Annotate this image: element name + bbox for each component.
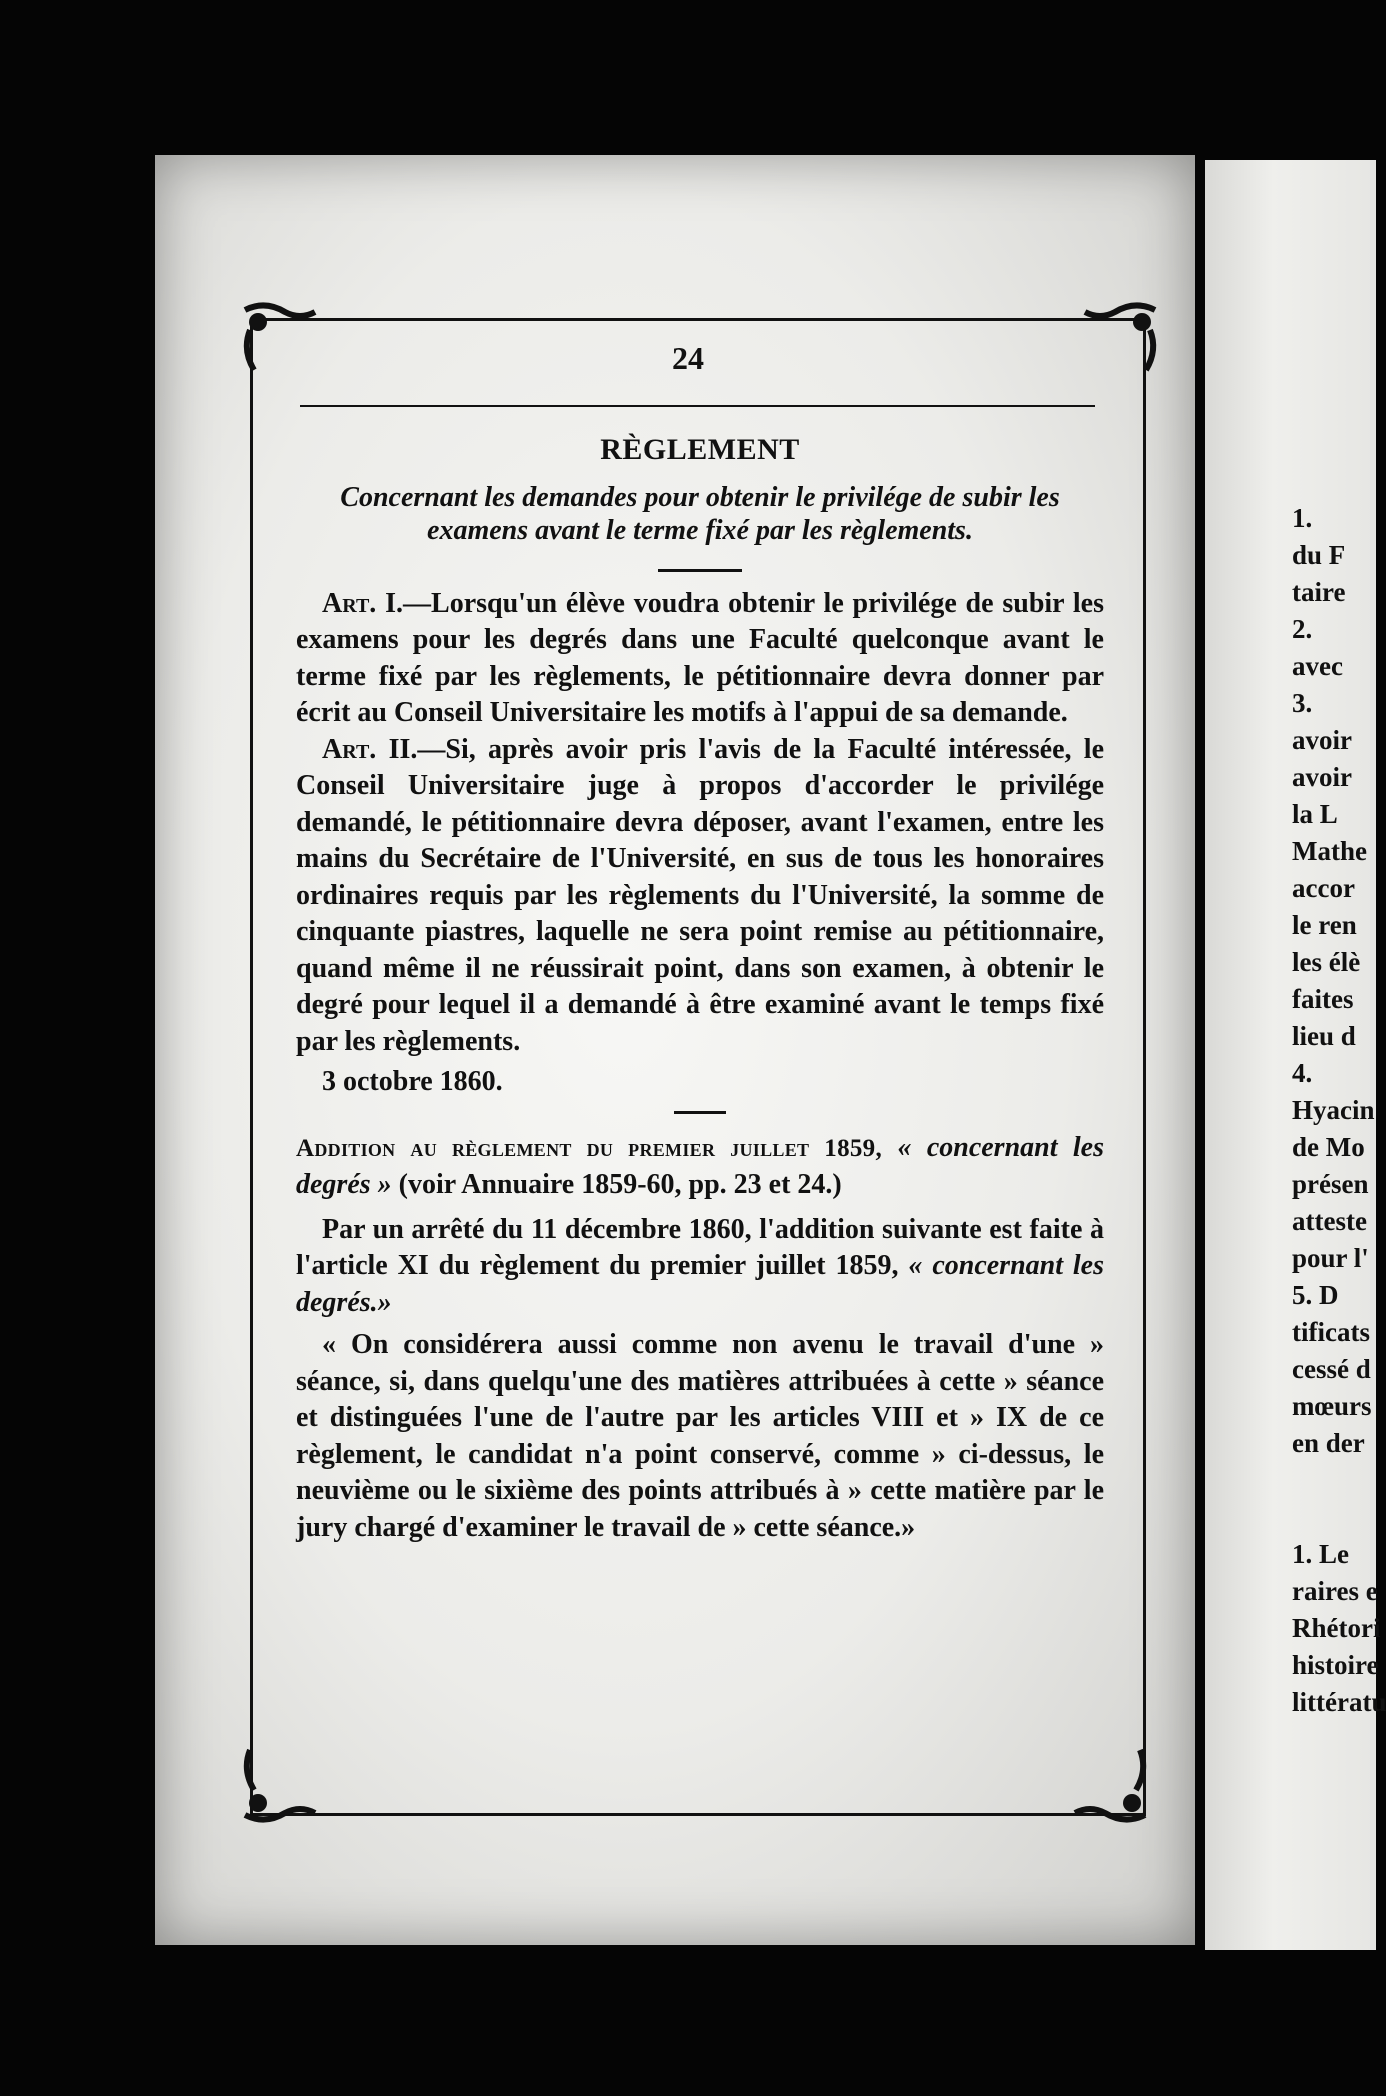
- article-text: —Lorsqu'un élève voudra obtenir le privilége de subir les examens pour les degrés dans une Faculté quelconque avant le terme fixé par les règlements, le pétitionnaire devra donner par écrit au Conseil Universitaire les motifs à l'appui de sa demande.: [296, 587, 1105, 728]
- facing-page-line: le ren: [1292, 910, 1357, 940]
- facing-page-line: 3.: [1292, 688, 1313, 718]
- facing-page-line: atteste: [1292, 1206, 1367, 1236]
- facing-page-line: en der: [1292, 1428, 1365, 1458]
- addition-quote: « On considérera aussi comme non avenu le travail d'une » séance, si, dans quelqu'une des matières attribuées à cette » séance et distinguées l'une de l'autre par les articles VIII et » IX de ce règlement, le candidat n'a point conservé, comme » ci-dessus, le neuvième ou le sixième des points attribués à » cette matière par le jury chargé d'examiner le travail de » cette séance.»: [296, 1329, 1104, 1543]
- facing-page-line: mœurs: [1292, 1391, 1372, 1421]
- header-rule: [300, 405, 1095, 407]
- facing-page-line: tificats: [1292, 1317, 1370, 1347]
- article-1: [296, 586, 1104, 732]
- facing-page-line: [1292, 1499, 1382, 1536]
- article-2: [296, 732, 1104, 1061]
- facing-page-line: lieu d: [1292, 1021, 1356, 1051]
- article-label: Art. II.: [322, 733, 418, 765]
- facing-page-line: avoir: [1292, 762, 1352, 792]
- addition-paragraph-italic: « concernant les degrés.»: [296, 1250, 1105, 1318]
- facing-page-line: cessé d: [1292, 1354, 1371, 1384]
- article-label: Art. I.: [322, 587, 404, 619]
- facing-page-line: littératu: [1292, 1687, 1386, 1717]
- article-date: 3 octobre 1860.: [322, 1066, 503, 1097]
- section-divider: [674, 1111, 726, 1114]
- facing-page-line: de Mo: [1292, 1132, 1365, 1162]
- facing-page-line: 4.: [1292, 1058, 1313, 1088]
- facing-page-line: Rhétori: [1292, 1613, 1381, 1643]
- addition-heading-text: Addition au règlement du premier juillet 1859,: [296, 1134, 883, 1162]
- facing-page-line: Hyacin: [1292, 1095, 1375, 1125]
- page-number: 24: [672, 340, 704, 376]
- addition-paragraph: [296, 1212, 1104, 1322]
- facing-page-text: [1292, 500, 1386, 1721]
- facing-page-line: la L: [1292, 799, 1338, 829]
- facing-page-line: 1. Le: [1292, 1539, 1349, 1569]
- facing-page-line: avoir: [1292, 725, 1352, 755]
- addition-heading-ref: (voir Annuaire 1859-60, pp. 23 et 24.): [391, 1169, 842, 1200]
- facing-page-line: présen: [1292, 1169, 1369, 1199]
- addition-paragraph-text: Par un arrêté du 11 décembre 1860, l'addition suivante est faite à l'article XI du règlement du premier juillet 1859,: [296, 1213, 1104, 1281]
- facing-page-line: les élè: [1292, 947, 1361, 977]
- addition-heading-italic: « concernant les degrés »: [296, 1131, 1105, 1200]
- facing-page-line: 5. D: [1292, 1280, 1339, 1310]
- facing-page-line: raires e: [1292, 1576, 1378, 1606]
- corner-ornament-icon: [1070, 1745, 1150, 1825]
- facing-page-line: histoire: [1292, 1650, 1379, 1680]
- facing-page-line: accor: [1292, 873, 1355, 903]
- facing-page-line: avec: [1292, 651, 1343, 681]
- addition-heading: [296, 1130, 1104, 1204]
- facing-page-line: taire: [1292, 577, 1346, 607]
- facing-page-line: faites: [1292, 984, 1354, 1014]
- page-title: RÈGLEMENT: [600, 433, 800, 466]
- page-content: [296, 432, 1104, 1546]
- page-subtitle: Concernant les demandes pour obtenir le privilége de subir les examens avant le terme fixé par les règlements.: [340, 481, 1060, 546]
- facing-page-line: 2.: [1292, 614, 1313, 644]
- facing-page-line: [1292, 1462, 1382, 1499]
- facing-page-line: 1.: [1292, 503, 1313, 533]
- facing-page-line: pour l': [1292, 1243, 1369, 1273]
- article-text: —Si, après avoir pris l'avis de la Faculté intéressée, le Conseil Universitaire juge à propos d'accorder le privilége demandé, le pétitionnaire devra déposer, avant l'examen, entre les mains du Secrétaire de l'Université, en sus de tous les honoraires ordinaires requis par les règlements du l'Université, la somme de cinquante piastres, laquelle ne sera point remise au pétitionnaire, quand même il ne réussirait point, dans son examen, à obtenir le degré pour lequel il a demandé à être examiné avant le temps fixé par les règlements.: [296, 733, 1105, 1057]
- facing-page-line: Mathe: [1292, 836, 1367, 866]
- corner-ornament-icon: [240, 1745, 320, 1825]
- section-divider: [658, 569, 742, 572]
- facing-page-line: du F: [1292, 540, 1346, 570]
